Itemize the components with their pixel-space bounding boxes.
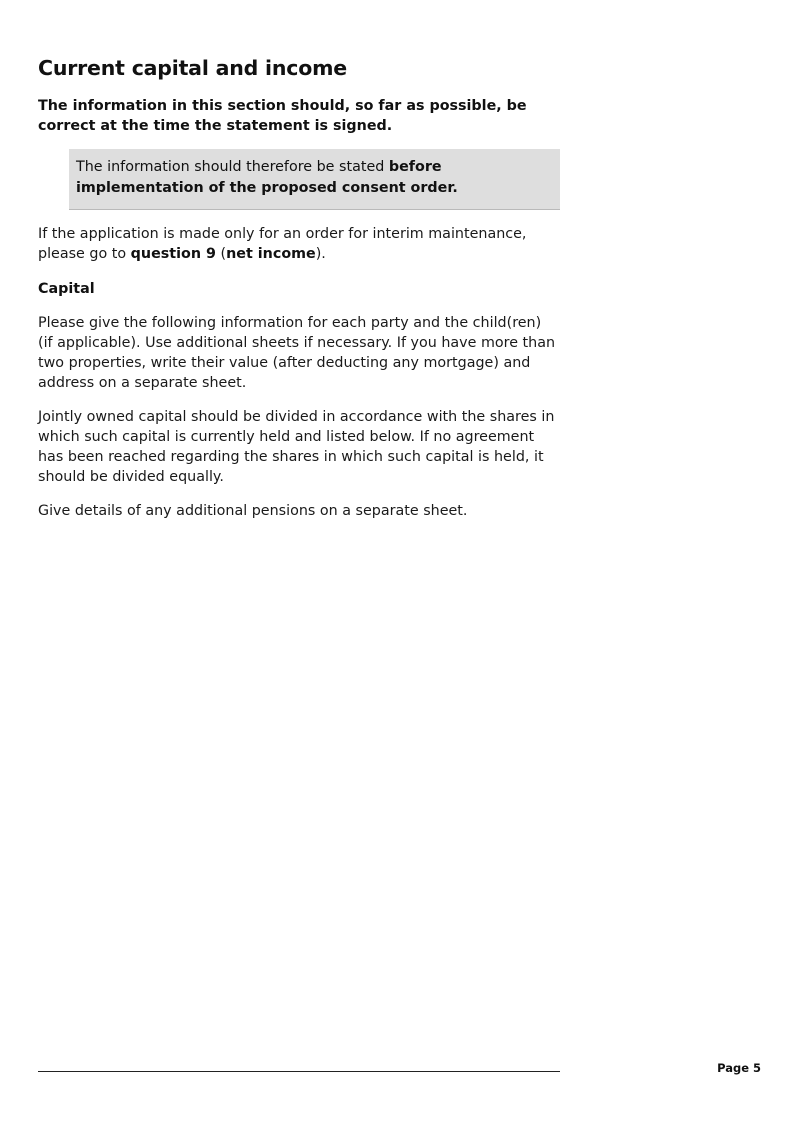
capital-heading: Capital <box>38 281 95 297</box>
paren-close: ). <box>315 246 326 262</box>
section-title: Current capital and income <box>38 56 347 80</box>
note-emphasis: before implementation of the proposed consent order. <box>76 159 458 196</box>
capital-paragraph-3: Give details of any additional pensions on a separate sheet. <box>38 503 468 519</box>
question-9-reference: question 9 <box>130 246 216 262</box>
footer-divider <box>38 1071 560 1072</box>
note-box <box>69 149 560 210</box>
interim-text: If the application is made only for an order for interim maintenance, please go to <box>38 226 527 262</box>
intro-text: The information in this section should, so far as possible, be correct at the time the statement is signed. <box>38 98 527 134</box>
page-content <box>38 54 560 521</box>
net-income-reference: net income <box>226 246 316 262</box>
interim-maintenance-text <box>38 224 560 264</box>
capital-paragraph-2: Jointly owned capital should be divided in accordance with the shares in which such capital is currently held and listed below. If no agreement has been reached regarding the shares in which such capital is held, it should be divided equally. <box>38 409 555 485</box>
note-text: The information should therefore be stated <box>76 159 389 175</box>
paren-open: ( <box>215 246 227 262</box>
capital-paragraph-1: Please give the following information for each party and the child(ren) (if applicable). Use additional sheets if necessary. If you have more than two properties, write their value (after deducting any mortgage) and address on a separate sheet. <box>38 315 556 391</box>
page-number: Page 5 <box>717 1061 761 1075</box>
